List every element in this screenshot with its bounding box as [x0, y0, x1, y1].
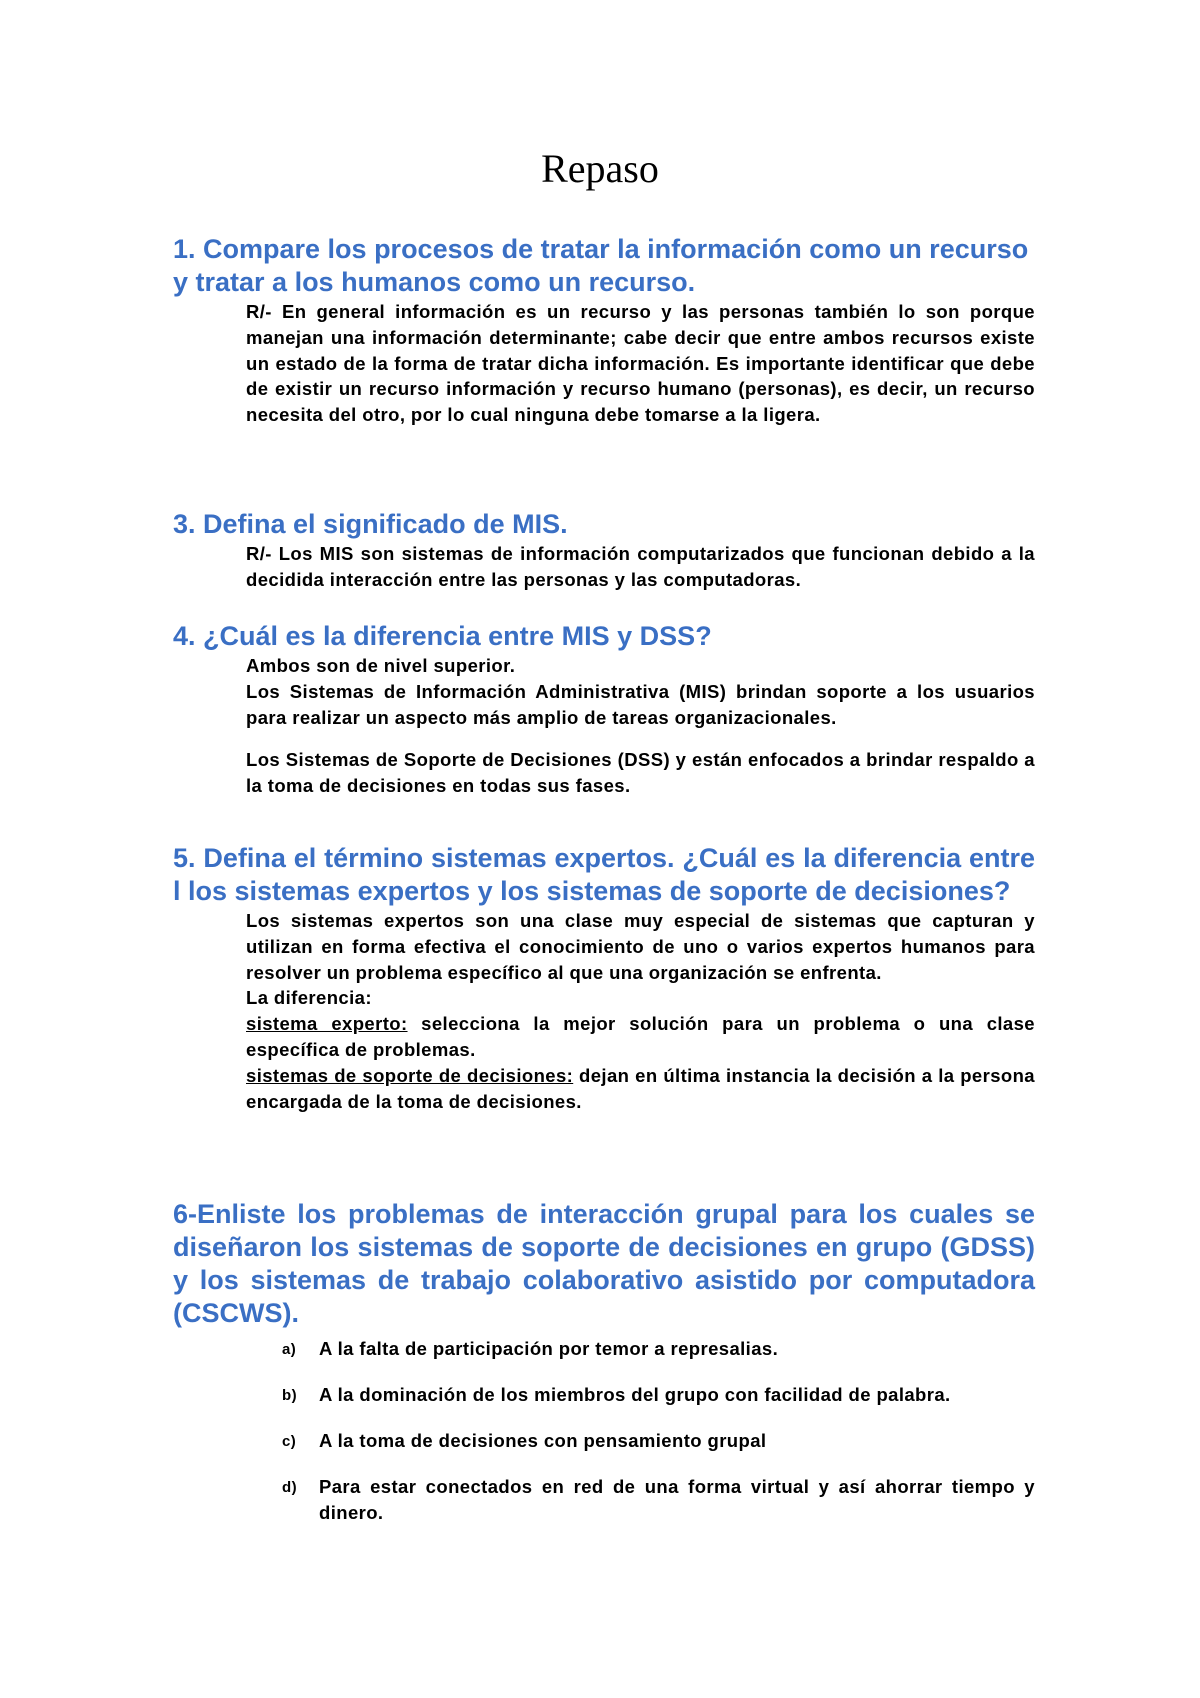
list-marker: a) [282, 1341, 297, 1358]
term-dss: sistemas de soporte de decisiones: [246, 1064, 574, 1086]
section-1 [173, 233, 1035, 428]
list-item-text: A la dominación de los miembros del grupo con facilidad de palabra. [319, 1384, 951, 1405]
answer-5-term-1 [246, 1011, 1035, 1063]
answer-5-difference-label: La diferencia: [246, 987, 372, 1009]
answer-4 [246, 653, 1035, 799]
answer-4-line-2: Los Sistemas de Información Administrativa (MIS) brindan soporte a los usuarios para realizar un aspecto más amplio de tareas organizacionales. [246, 680, 1035, 728]
list-item [282, 1336, 1035, 1362]
question-6: 6-Enliste los problemas de interacción grupal para los cuales se diseñaron los sistemas de soporte de decisiones en grupo (GDSS) y los sistemas de trabajo colaborativo asistido por computadora (CSCWS). [173, 1199, 1035, 1328]
list-marker: d) [282, 1479, 297, 1496]
answer-3-text: R/- Los MIS son sistemas de información computarizados que funcionan debido a la decidida interacción entre las personas y las computadoras. [246, 543, 1035, 590]
section-5 [173, 842, 1035, 1114]
list-item [282, 1474, 1035, 1526]
answer-5-intro: Los sistemas expertos son una clase muy especial de sistemas que capturan y utilizan en forma efectiva el conocimiento de uno o varios expertos humanos para resolver un problema específico al que una organización se enfrenta. [246, 910, 1035, 983]
list-item [282, 1428, 1035, 1454]
answer-5-term-2 [246, 1063, 1035, 1115]
section-3 [173, 508, 1035, 593]
question-4: 4. ¿Cuál es la diferencia entre MIS y DSS? [173, 621, 712, 651]
list-marker: b) [282, 1387, 297, 1404]
problem-list [282, 1336, 1035, 1526]
question-5: 5. Defina el término sistemas expertos. ¿Cuál es la diferencia entre l los sistemas expertos y los sistemas de soporte de decisiones? [173, 843, 1035, 906]
answer-5 [246, 908, 1035, 1114]
question-1: 1. Compare los procesos de tratar la información como un recurso y tratar a los humanos como un recurso. [173, 234, 1029, 297]
answer-1 [246, 299, 1035, 428]
question-3: 3. Defina el significado de MIS. [173, 509, 568, 539]
answer-1-text: R/- En general información es un recurso y las personas también lo son porque manejan una información determinante; cabe decir que entre ambos recursos existe un estado de la forma de tratar dicha información. Es importante identificar que debe de existir un recurso información y recurso humano (personas), es decir, un recurso necesita del otro, por lo cual ninguna debe tomarse a la ligera. [246, 301, 1035, 426]
list-item-text: Para estar conectados en red de una forma virtual y así ahorrar tiempo y dinero. [319, 1476, 1035, 1523]
term-dss-text: dejan en última instancia la decisión a la persona encargada de la toma de decisiones. [246, 1064, 1035, 1112]
list-item-text: A la falta de participación por temor a represalias. [319, 1338, 779, 1359]
section-6 [173, 1198, 1035, 1546]
term-expert-system-text: selecciona la mejor solución para un problema o una clase específica de problemas. [246, 1013, 1035, 1060]
page-title: Repaso [541, 146, 659, 191]
answer-3 [246, 541, 1035, 593]
answer-4-line-1: Ambos son de nivel superior. [246, 655, 516, 676]
list-marker: c) [282, 1433, 297, 1450]
list-item-text: A la toma de decisiones con pensamiento grupal [319, 1430, 767, 1451]
list-item [282, 1382, 1035, 1408]
section-4 [173, 620, 1035, 799]
term-expert-system: sistema experto: [246, 1013, 408, 1035]
answer-4-line-3: Los Sistemas de Soporte de Decisiones (DSS) y están enfocados a brindar respaldo a la toma de decisiones en todas sus fases. [246, 749, 1035, 797]
